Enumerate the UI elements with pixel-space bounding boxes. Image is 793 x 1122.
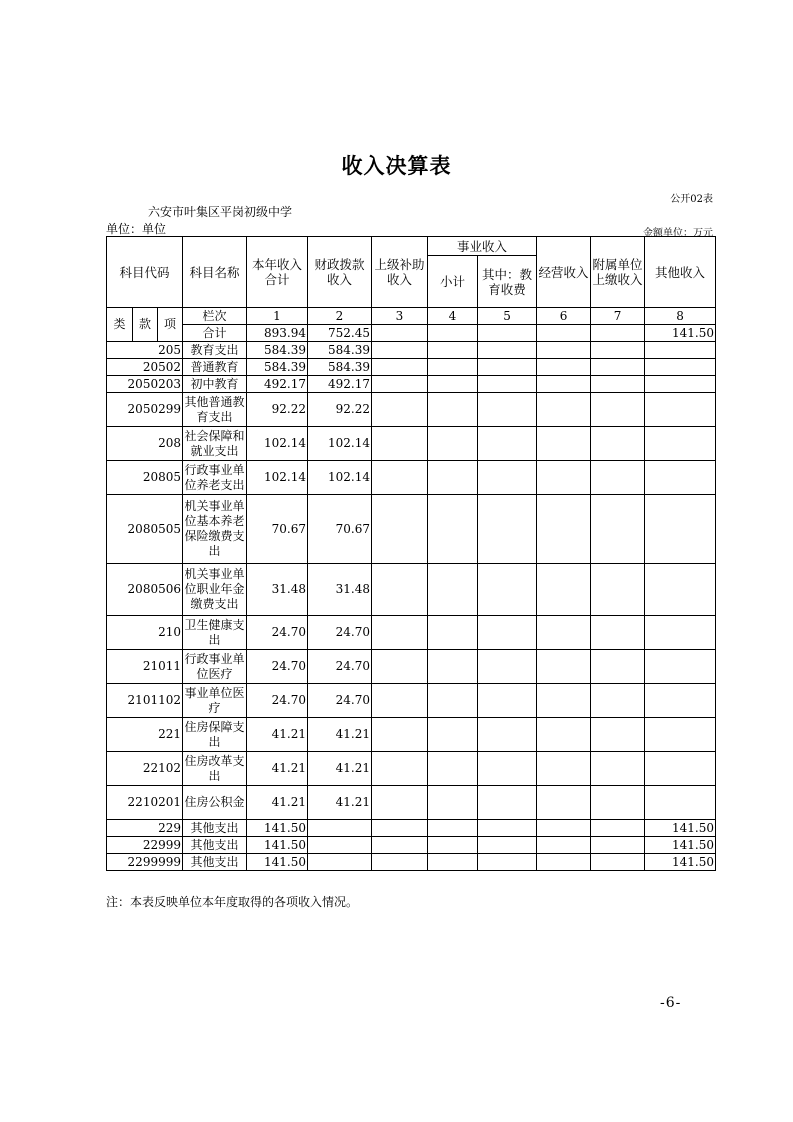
- table-row: [107, 564, 716, 616]
- row-name: 其他支出: [183, 837, 247, 854]
- row-name: 卫生健康支出: [183, 616, 247, 650]
- row-code: 22102: [107, 752, 183, 786]
- header-edu-fee: 其中：教育收费: [478, 256, 537, 308]
- row-other: [645, 684, 716, 718]
- row-total: 584.39: [247, 359, 308, 376]
- row-name: 教育支出: [183, 342, 247, 359]
- header-superior: 上级补助收入: [372, 237, 428, 308]
- row-other: [645, 342, 716, 359]
- row-name: 初中教育: [183, 376, 247, 393]
- row-fiscal: 24.70: [308, 684, 372, 718]
- table-row: [107, 650, 716, 684]
- row-code: 2210201: [107, 786, 183, 820]
- row-total: 41.21: [247, 786, 308, 820]
- row-name: 住房保障支出: [183, 718, 247, 752]
- row-code: 2101102: [107, 684, 183, 718]
- row-name: 行政事业单位养老支出: [183, 461, 247, 495]
- table-row: [107, 786, 716, 820]
- table-row: [107, 393, 716, 427]
- row-total: 31.48: [247, 564, 308, 616]
- total-income: 893.94: [247, 325, 308, 342]
- row-other: 141.50: [645, 820, 716, 837]
- row-code: 22999: [107, 837, 183, 854]
- row-code: 2299999: [107, 854, 183, 871]
- row-other: [645, 461, 716, 495]
- row-total: 24.70: [247, 684, 308, 718]
- table-row: [107, 427, 716, 461]
- table-row: [107, 820, 716, 837]
- table-row: [107, 718, 716, 752]
- row-fiscal: 102.14: [308, 461, 372, 495]
- row-name: 行政事业单位医疗: [183, 650, 247, 684]
- row-name: 住房公积金: [183, 786, 247, 820]
- row-code: 2080505: [107, 495, 183, 564]
- table-row: [107, 342, 716, 359]
- row-other: [645, 564, 716, 616]
- row-code: 2080506: [107, 564, 183, 616]
- row-name: 其他支出: [183, 854, 247, 871]
- page-title: 收入决算表: [341, 154, 452, 178]
- row-total: 141.50: [247, 854, 308, 871]
- row-total: 102.14: [247, 427, 308, 461]
- row-fiscal: 41.21: [308, 786, 372, 820]
- row-fiscal: [308, 820, 372, 837]
- row-other: [645, 376, 716, 393]
- row-code: 210: [107, 616, 183, 650]
- row-other: [645, 718, 716, 752]
- row-code: 229: [107, 820, 183, 837]
- header-subtotal: 小计: [428, 256, 478, 308]
- table-row: [107, 376, 716, 393]
- header-name: 科目名称: [183, 237, 247, 308]
- col-number: 2: [308, 308, 372, 325]
- row-total: 41.21: [247, 718, 308, 752]
- row-code: 20502: [107, 359, 183, 376]
- col-number: 8: [645, 308, 716, 325]
- header-affiliate: 附属单位上缴收入: [591, 237, 645, 308]
- header-fiscal: 财政拨款收入: [308, 237, 372, 308]
- row-total: 70.67: [247, 495, 308, 564]
- row-fiscal: 31.48: [308, 564, 372, 616]
- row-name: 机关事业单位职业年金缴费支出: [183, 564, 247, 616]
- row-other: 141.50: [645, 854, 716, 871]
- row-other: [645, 495, 716, 564]
- row-code: 2050299: [107, 393, 183, 427]
- header-lanci: 栏次: [183, 308, 247, 325]
- header-operating: 经营收入: [537, 237, 591, 308]
- col-number: 3: [372, 308, 428, 325]
- col-number: 5: [478, 308, 537, 325]
- table-row: [107, 616, 716, 650]
- row-other: [645, 359, 716, 376]
- table-row: [107, 461, 716, 495]
- row-fiscal: [308, 837, 372, 854]
- table-row: [107, 359, 716, 376]
- row-total: 41.21: [247, 752, 308, 786]
- row-other: [645, 427, 716, 461]
- table-row: [107, 495, 716, 564]
- row-total: 92.22: [247, 393, 308, 427]
- row-fiscal: 584.39: [308, 342, 372, 359]
- table-row: [107, 854, 716, 871]
- row-code: 221: [107, 718, 183, 752]
- row-name: 其他支出: [183, 820, 247, 837]
- row-name: 社会保障和就业支出: [183, 427, 247, 461]
- row-fiscal: 102.14: [308, 427, 372, 461]
- col-number: 4: [428, 308, 478, 325]
- row-name: 事业单位医疗: [183, 684, 247, 718]
- header-total: 本年收入合计: [247, 237, 308, 308]
- header-other: 其他收入: [645, 237, 716, 308]
- col-number: 1: [247, 308, 308, 325]
- unit-label: 单位：单位: [106, 222, 167, 236]
- table-row: [107, 684, 716, 718]
- total-row: [107, 325, 716, 342]
- row-total: 24.70: [247, 616, 308, 650]
- row-fiscal: 492.17: [308, 376, 372, 393]
- row-code: 20805: [107, 461, 183, 495]
- row-code: 205: [107, 342, 183, 359]
- row-fiscal: 92.22: [308, 393, 372, 427]
- money-unit: 金额单位：万元: [643, 228, 713, 239]
- col-number: 6: [537, 308, 591, 325]
- row-fiscal: [308, 854, 372, 871]
- header-business: 事业收入: [428, 237, 537, 256]
- row-fiscal: 584.39: [308, 359, 372, 376]
- row-other: [645, 650, 716, 684]
- row-fiscal: 41.21: [308, 718, 372, 752]
- total-other: 141.50: [645, 325, 716, 342]
- row-name: 其他普通教育支出: [183, 393, 247, 427]
- form-code: 公开02表: [670, 194, 713, 205]
- page-number: -6-: [660, 995, 682, 1011]
- row-total: 584.39: [247, 342, 308, 359]
- header-kuan: 款: [133, 308, 158, 342]
- row-other: [645, 752, 716, 786]
- row-other: [645, 786, 716, 820]
- row-total: 24.70: [247, 650, 308, 684]
- row-name: 住房改革支出: [183, 752, 247, 786]
- total-label: 合计: [183, 325, 247, 342]
- row-other: [645, 393, 716, 427]
- total-fiscal: 752.45: [308, 325, 372, 342]
- header-code: 科目代码: [107, 237, 183, 308]
- row-fiscal: 24.70: [308, 616, 372, 650]
- row-other: [645, 616, 716, 650]
- row-total: 492.17: [247, 376, 308, 393]
- row-total: 141.50: [247, 837, 308, 854]
- row-name: 机关事业单位基本养老保险缴费支出: [183, 495, 247, 564]
- row-code: 21011: [107, 650, 183, 684]
- income-table: [106, 236, 716, 871]
- row-code: 2050203: [107, 376, 183, 393]
- row-total: 141.50: [247, 820, 308, 837]
- row-fiscal: 24.70: [308, 650, 372, 684]
- row-name: 普通教育: [183, 359, 247, 376]
- table-row: [107, 837, 716, 854]
- col-number: 7: [591, 308, 645, 325]
- row-other: 141.50: [645, 837, 716, 854]
- row-code: 208: [107, 427, 183, 461]
- header-lei: 类: [107, 308, 133, 342]
- footnote: 注：本表反映单位本年度取得的各项收入情况。: [106, 895, 359, 909]
- table-row: [107, 752, 716, 786]
- row-fiscal: 70.67: [308, 495, 372, 564]
- header-xiang: 项: [158, 308, 183, 342]
- row-total: 102.14: [247, 461, 308, 495]
- row-fiscal: 41.21: [308, 752, 372, 786]
- unit-name: 六安市叶集区平岗初级中学: [148, 205, 293, 219]
